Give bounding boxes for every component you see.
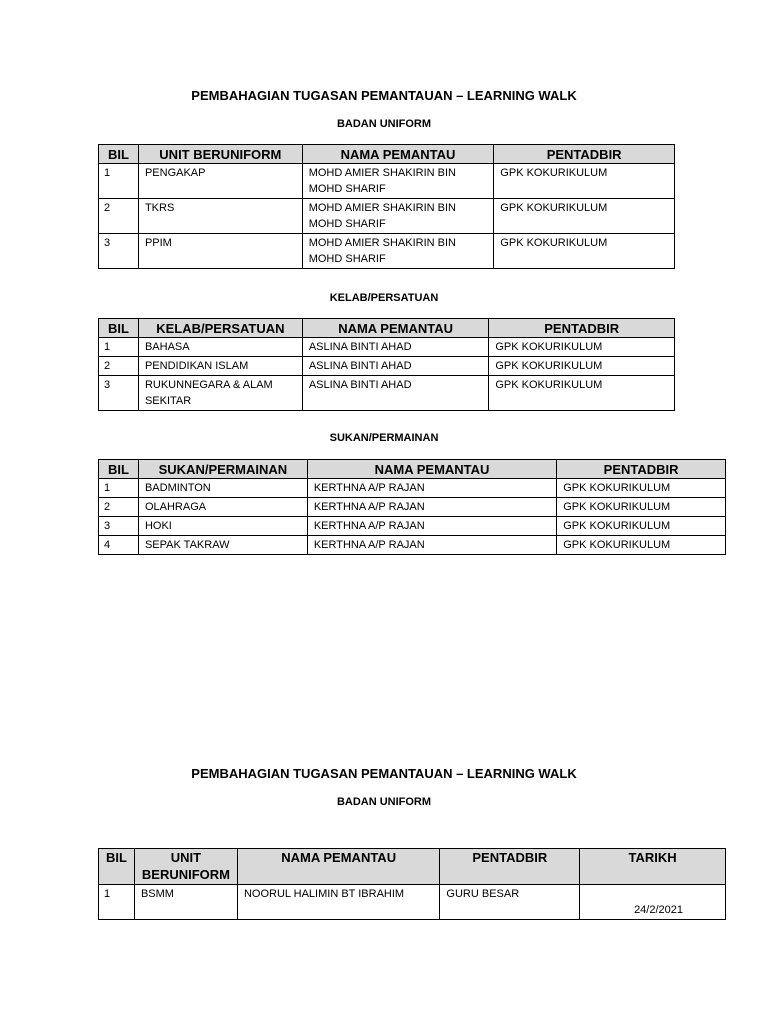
section-heading-kelab: KELAB/PERSATUAN: [329, 292, 439, 304]
table-cell: OLAHRAGA: [138, 498, 307, 517]
table-cell: GPK KOKURIKULUM: [494, 164, 675, 199]
table-cell: GPK KOKURIKULUM: [557, 498, 726, 517]
table-cell: 2: [99, 199, 139, 234]
table-cell: GURU BESAR: [440, 885, 580, 920]
table-cell: MOHD AMIER SHAKIRIN BIN MOHD SHARIF: [302, 199, 494, 234]
column-header: BIL: [99, 145, 139, 164]
column-header: PENTADBIR: [489, 319, 675, 338]
table-cell: BAHASA: [138, 338, 302, 357]
table-cell: BSMM: [134, 885, 237, 920]
section-heading-sukan: SUKAN/PERMAINAN: [329, 432, 439, 444]
column-header: PENTADBIR: [494, 145, 675, 164]
table-cell: GPK KOKURIKULUM: [494, 199, 675, 234]
badan-uniform-table: [98, 144, 675, 269]
column-header: SUKAN/PERMAINAN: [138, 460, 307, 479]
column-header: BIL: [99, 460, 139, 479]
table-cell: PPIM: [138, 234, 302, 269]
table-row: [99, 479, 726, 498]
table-cell: PENDIDIKAN ISLAM: [138, 357, 302, 376]
column-header: NAMA PEMANTAU: [237, 849, 439, 885]
page-title: PEMBAHAGIAN TUGASAN PEMANTAUAN – LEARNING WALK: [191, 766, 577, 781]
table-cell: ASLINA BINTI AHAD: [302, 338, 489, 357]
table-header-row: [99, 460, 726, 479]
table-cell: 1: [99, 338, 139, 357]
column-header: NAMA PEMANTAU: [302, 319, 489, 338]
table-cell: 3: [99, 517, 139, 536]
table-row: [99, 885, 726, 920]
column-header: UNIT BERUNIFORM: [138, 145, 302, 164]
table-row: [99, 517, 726, 536]
table-cell: GPK KOKURIKULUM: [557, 536, 726, 555]
table-cell: NOORUL HALIMIN BT IBRAHIM: [237, 885, 439, 920]
column-header: TARIKH: [580, 849, 726, 885]
table-cell: 2: [99, 357, 139, 376]
table-cell: GPK KOKURIKULUM: [489, 376, 675, 411]
table-row: [99, 164, 675, 199]
table-header-row: [99, 319, 675, 338]
badan-uniform-table-2: [98, 848, 726, 920]
table-header-row: [99, 145, 675, 164]
column-header: UNIT BERUNIFORM: [134, 849, 237, 885]
column-header: PENTADBIR: [440, 849, 580, 885]
table-cell: KERTHNA A/P RAJAN: [307, 536, 556, 555]
table-cell: GPK KOKURIKULUM: [489, 338, 675, 357]
table-cell: TKRS: [138, 199, 302, 234]
table-cell: KERTHNA A/P RAJAN: [307, 498, 556, 517]
table-row: [99, 357, 675, 376]
table-row: [99, 498, 726, 517]
section-heading-badan-uniform: BADAN UNIFORM: [336, 796, 432, 808]
table-cell: MOHD AMIER SHAKIRIN BIN MOHD SHARIF: [302, 164, 494, 199]
table-cell: SEPAK TAKRAW: [138, 536, 307, 555]
sukan-permainan-table: [98, 459, 726, 555]
table-cell: MOHD AMIER SHAKIRIN BIN MOHD SHARIF: [302, 234, 494, 269]
table-cell: 2: [99, 498, 139, 517]
table-header-row: [99, 849, 726, 885]
section-heading-badan-uniform: BADAN UNIFORM: [336, 118, 432, 130]
table-row: [99, 234, 675, 269]
column-header: KELAB/PERSATUAN: [138, 319, 302, 338]
kelab-persatuan-table: [98, 318, 675, 411]
column-header: BIL: [99, 849, 135, 885]
table-cell: 1: [99, 164, 139, 199]
page-title: PEMBAHAGIAN TUGASAN PEMANTAUAN – LEARNING WALK: [191, 88, 577, 103]
table-cell: KERTHNA A/P RAJAN: [307, 479, 556, 498]
table-cell: RUKUNNEGARA & ALAM SEKITAR: [138, 376, 302, 411]
table-cell: GPK KOKURIKULUM: [557, 517, 726, 536]
table-cell: PENGAKAP: [138, 164, 302, 199]
table-cell: KERTHNA A/P RAJAN: [307, 517, 556, 536]
table-cell: 1: [99, 479, 139, 498]
table-row: [99, 376, 675, 411]
table-cell: 1: [99, 885, 135, 920]
table-row: [99, 199, 675, 234]
column-header: BIL: [99, 319, 139, 338]
table-cell: GPK KOKURIKULUM: [494, 234, 675, 269]
table-cell: [580, 885, 726, 920]
column-header: NAMA PEMANTAU: [307, 460, 556, 479]
table-cell: BADMINTON: [138, 479, 307, 498]
column-header: PENTADBIR: [557, 460, 726, 479]
table-cell: 4: [99, 536, 139, 555]
table-cell: GPK KOKURIKULUM: [557, 479, 726, 498]
table-cell: 3: [99, 376, 139, 411]
column-header: NAMA PEMANTAU: [302, 145, 494, 164]
table-cell: GPK KOKURIKULUM: [489, 357, 675, 376]
table-cell: HOKI: [138, 517, 307, 536]
table-row: [99, 338, 675, 357]
table-cell: ASLINA BINTI AHAD: [302, 376, 489, 411]
date-value: 24/2/2021: [634, 904, 683, 916]
table-row: [99, 536, 726, 555]
table-cell: ASLINA BINTI AHAD: [302, 357, 489, 376]
table-cell: 3: [99, 234, 139, 269]
